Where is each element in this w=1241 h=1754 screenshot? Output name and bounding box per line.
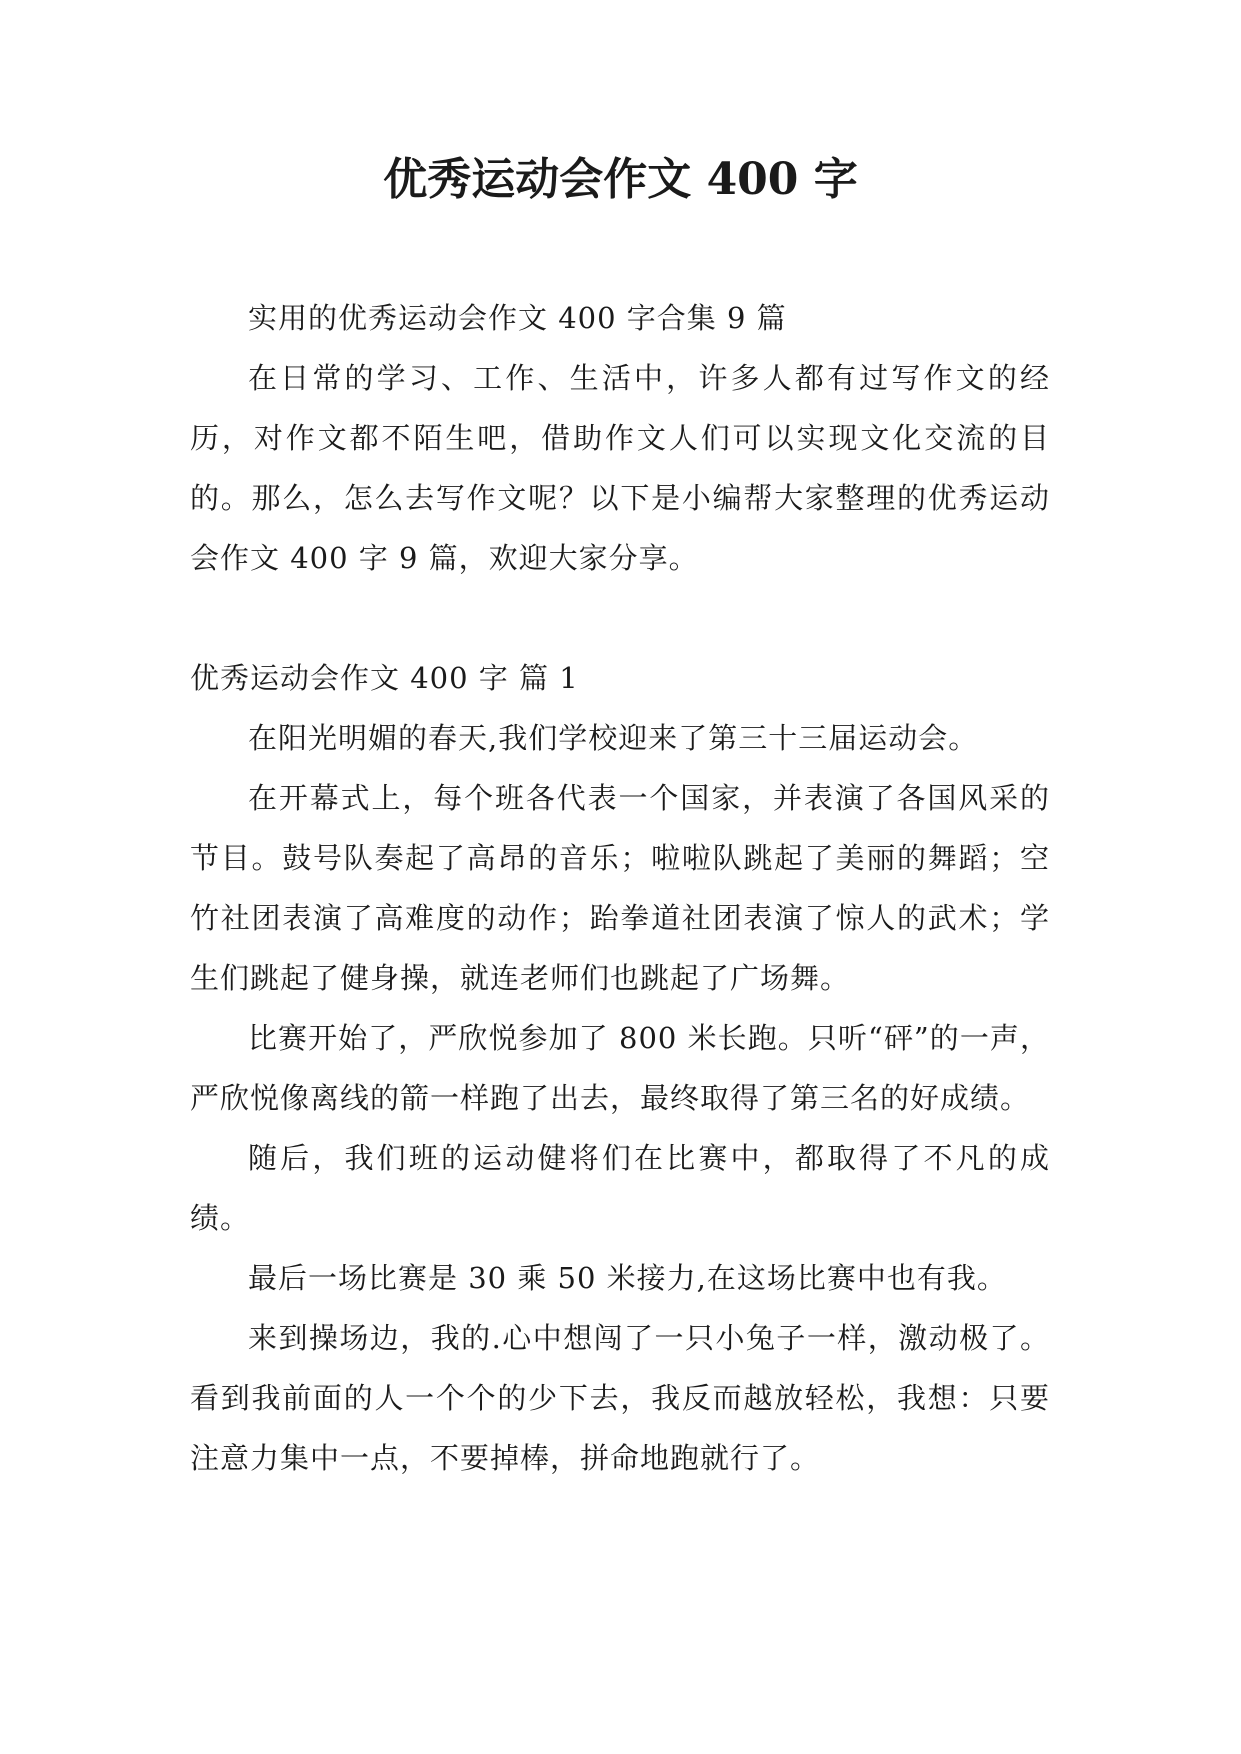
body-paragraph: 比赛开始了，严欣悦参加了 800 米长跑。只听“砰”的一声，严欣悦像离线的箭一样跑了出去，最终取得了第三名的好成绩。 [190,1021,1050,1115]
document-title: 优秀运动会作文 400 字 [383,154,858,205]
body-paragraph: 在阳光明媚的春天,我们学校迎来了第三十三届运动会。 [248,721,979,755]
intro-paragraph: 在日常的学习、工作、生活中，许多人都有过写作文的经历，对作文都不陌生吧，借助作文人们可以实现文化交流的目的。那么，怎么去写作文呢？以下是小编帮大家整理的优秀运动会作文 400 字 9 篇，欢迎大家分享。 [190,361,1050,575]
collection-subtitle: 实用的优秀运动会作文 400 字合集 9 篇 [248,301,787,335]
body-paragraph: 随后，我们班的运动健将们在比赛中，都取得了不凡的成绩。 [190,1141,1050,1235]
section-heading: 优秀运动会作文 400 字 篇 1 [190,661,579,695]
document-body [190,288,1050,1488]
body-paragraph: 来到操场边，我的.心中想闯了一只小兔子一样，激动极了。看到我前面的人一个个的少下去，我反而越放轻松，我想：只要注意力集中一点，不要掉棒，拼命地跑就行了。 [190,1321,1050,1475]
body-paragraph: 在开幕式上，每个班各代表一个国家，并表演了各国风采的节目。鼓号队奏起了高昂的音乐；啦啦队跳起了美丽的舞蹈；空竹社团表演了高难度的动作；跆拳道社团表演了惊人的武术；学生们跳起了健身操，就连老师们也跳起了广场舞。 [190,781,1050,995]
body-paragraph: 最后一场比赛是 30 乘 50 米接力,在这场比赛中也有我。 [248,1261,1007,1295]
section-gap [190,588,1050,648]
